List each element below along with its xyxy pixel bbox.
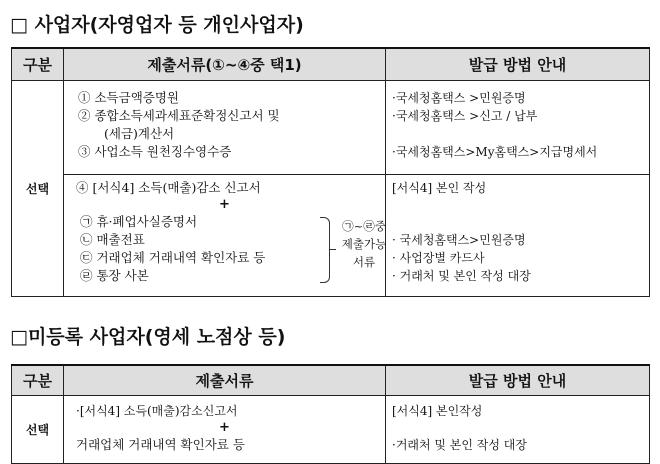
header-issuance-guide: 발급 방법 안내: [386, 365, 650, 395]
guide-civil-certificate-2: · 국세청홈택스>민원증명: [392, 232, 526, 247]
right-brace-icon: [320, 217, 330, 283]
guide-ledger: ·거래처 및 본인 작성 대장: [392, 437, 527, 452]
doc-income-decrease-report: ④ [서식4] 소득(매출)감소 신고서: [76, 179, 261, 195]
header-category: 구분: [12, 48, 64, 80]
doc-transaction-record: 거래업체 거래내역 확인자료 등: [76, 436, 245, 452]
bracket-note-line: 서류: [352, 254, 376, 269]
table-header-row: [12, 48, 650, 80]
doc-sales-slip: ㉡ 매출전표: [80, 231, 145, 247]
guide-placeholder: [392, 125, 649, 143]
plus-sign: +: [219, 196, 230, 212]
table-row-document-4: [12, 174, 650, 296]
guide-self-written: [서식4] 본인작성: [392, 403, 483, 418]
guide-cell-unregistered: [386, 395, 650, 463]
doc-bankbook-copy: ㉣ 통장 사본: [80, 267, 149, 283]
doc-income-decrease-report: ·[서식4] 소득(매출)감소신고서: [76, 403, 238, 418]
guide-ledger: · 거래처 및 본인 작성 대장: [392, 268, 531, 283]
doc-income-certificate: ① 소득금액증명원: [78, 89, 179, 105]
guide-self-written: [서식4] 본인 작성: [392, 180, 487, 195]
bracket-note-line: ㉠~㉣중: [342, 218, 386, 233]
unregistered-business-documents-table: [11, 364, 650, 464]
guide-filing-payment: ·국세청홈택스 >신고 / 납부: [392, 108, 538, 123]
doc-closure-certificate: ㉠ 휴·폐업사실증명서: [80, 213, 198, 229]
doc-withholding-receipt: ③ 사업소득 원천징수영수증: [78, 143, 232, 159]
row-label-select: 선택: [12, 395, 64, 463]
table-header-row: [12, 365, 650, 395]
section-title-unregistered-business: □미등록 사업자(영세 노점상 등): [10, 326, 286, 348]
section-title-business-owner: □ 사업자(자영업자 등 개인사업자): [10, 14, 304, 36]
documents-cell-4: [64, 174, 386, 296]
row-label-select: 선택: [12, 80, 64, 296]
doc-tax-return: ② 종합소득세과세표준확정신고서 및: [78, 107, 280, 123]
guide-payment-statement: ·국세청홈택스>My홈택스>지급명세서: [392, 144, 598, 159]
guide-card-company: · 사업장별 카드사: [392, 250, 485, 265]
documents-cell-unregistered: [64, 395, 386, 463]
bracket-note-line: 제출가능: [341, 236, 387, 251]
header-documents: 제출서류: [64, 365, 386, 395]
header-category: 구분: [12, 365, 64, 395]
table-row-unregistered: [12, 395, 650, 463]
supporting-documents-group: [76, 213, 385, 285]
documents-cell-1-3: [64, 80, 386, 174]
header-issuance-guide: 발급 방법 안내: [386, 48, 650, 80]
plus-sign: +: [219, 419, 230, 435]
doc-tax-invoice: (세금)계산서: [104, 125, 175, 141]
guide-cell-1-3: [386, 80, 650, 174]
brace-tip: [330, 249, 336, 250]
bracket-note: [338, 217, 390, 271]
guide-cell-4: [386, 174, 650, 296]
header-documents: 제출서류(①~④중 택1): [64, 48, 386, 80]
guide-civil-certificate: ·국세청홈택스 >민원증명: [392, 90, 526, 105]
table-row-documents-1-3: [12, 80, 650, 174]
doc-transaction-record: ㉢ 거래업체 거래내역 확인자료 등: [80, 249, 266, 265]
business-owner-documents-table: [11, 47, 650, 297]
